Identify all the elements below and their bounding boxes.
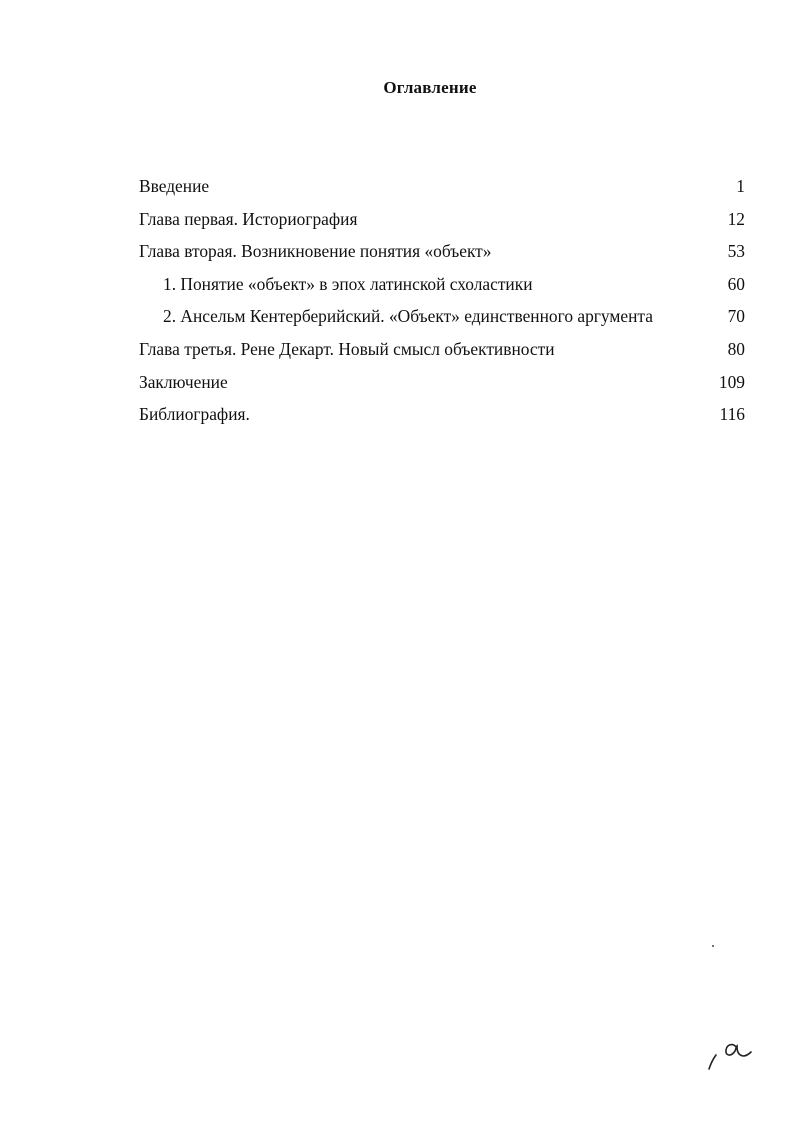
- toc-entry-chapter-1[interactable]: [139, 205, 745, 238]
- table-of-contents: [139, 172, 745, 433]
- toc-entry-page: 116: [719, 404, 745, 425]
- toc-entry-page: 70: [727, 306, 745, 327]
- toc-entry-label: Глава вторая. Возникновение понятия «объект»: [139, 241, 492, 262]
- toc-entry-label: 2. Ансельм Кентерберийский. «Объект» единственного аргумента: [163, 306, 653, 327]
- toc-entry-page: 60: [727, 273, 745, 294]
- toc-entry-label: Глава третья. Рене Декарт. Новый смысл объективности: [139, 338, 555, 359]
- toc-entry-chapter-2[interactable]: [139, 237, 745, 270]
- toc-entry-page: 53: [727, 241, 745, 262]
- toc-entry-label: Глава первая. Историография: [139, 208, 358, 229]
- toc-entry-chapter-2-section-2[interactable]: [139, 302, 745, 335]
- scan-speck: [712, 945, 714, 947]
- toc-entry-page: 109: [718, 371, 745, 392]
- toc-entry-introduction[interactable]: [139, 172, 745, 205]
- toc-entry-conclusion[interactable]: [139, 368, 745, 401]
- toc-entry-page: 80: [727, 338, 745, 359]
- toc-entry-label: Заключение: [139, 371, 228, 392]
- toc-entry-bibliography[interactable]: [139, 400, 745, 433]
- toc-entry-label: Библиография.: [139, 404, 250, 425]
- toc-entry-label: 1. Понятие «объект» в эпох латинской схоластики: [163, 273, 533, 294]
- handwritten-page-mark: [703, 1035, 755, 1075]
- page-title: Оглавление: [383, 78, 477, 97]
- toc-entry-label: Введение: [139, 176, 210, 196]
- toc-entry-chapter-3[interactable]: [139, 335, 745, 368]
- toc-entry-page: 1: [736, 176, 745, 196]
- toc-entry-page: 12: [727, 208, 745, 229]
- toc-entry-chapter-2-section-1[interactable]: [139, 270, 745, 303]
